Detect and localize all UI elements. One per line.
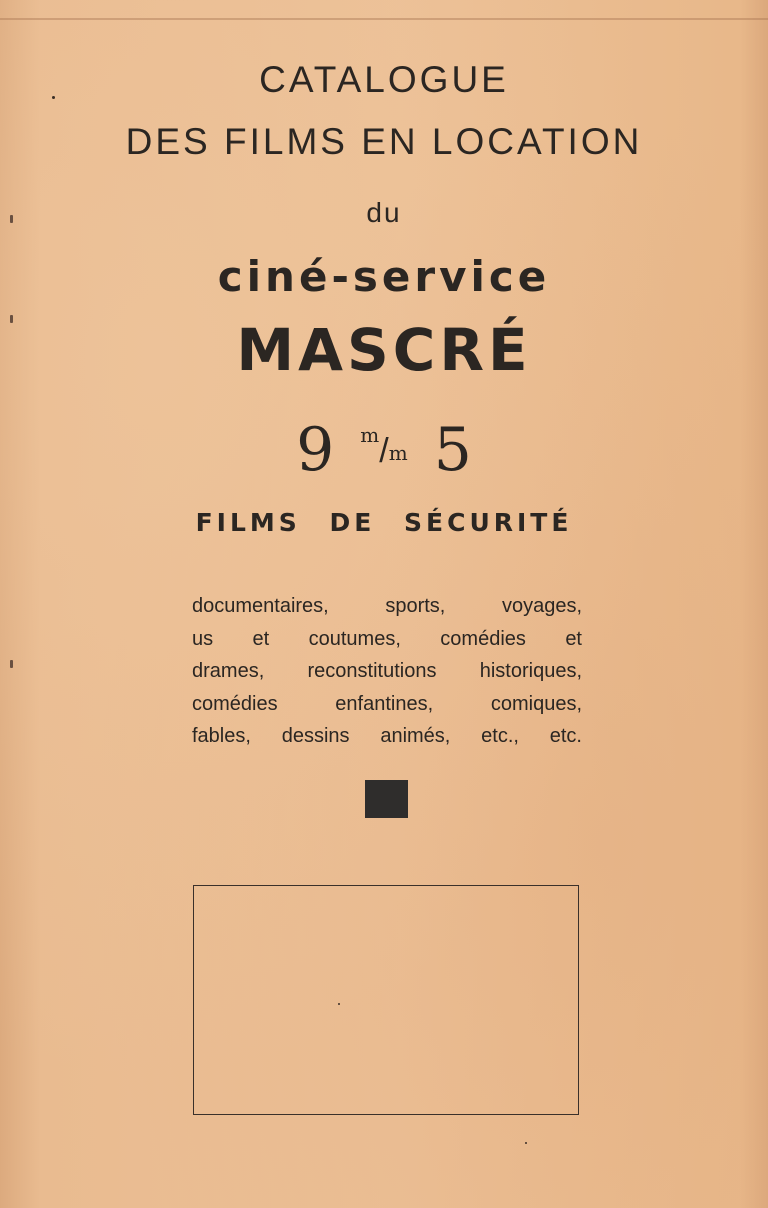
genre-line: comédies enfantines, comiques, (192, 692, 582, 715)
title-du: du (366, 197, 402, 228)
title-catalogue: CATALOGUE (259, 59, 509, 100)
genre-line: fables, dessins animés, etc., etc. (192, 725, 582, 747)
gauge-unit (360, 414, 407, 488)
binding-mark (10, 660, 13, 668)
fold-line (0, 18, 768, 20)
film-gauge (0, 415, 768, 500)
gauge-unit-bottom: m (388, 441, 408, 465)
empty-stamp-box (193, 885, 579, 1115)
genre-line: us et coutumes, comédies et (192, 627, 582, 650)
genre-list (192, 590, 582, 753)
gauge-major: 9 (296, 415, 335, 485)
gauge-unit-slash: / (379, 432, 389, 470)
gauge-minor: 5 (433, 415, 472, 485)
gauge-unit-top: m (360, 423, 380, 447)
title-cine-service: ciné-service (217, 252, 551, 301)
genre-line: drames, reconstitutions historiques, (192, 660, 582, 682)
genre-line: documentaires, sports, voyages, (192, 595, 582, 617)
title-films-en-location: DES FILMS EN LOCATION (125, 121, 643, 162)
subtitle-films-de-securite: FILMS DE SÉCURITÉ (195, 508, 573, 537)
brand-mascre: MASCRÉ (236, 316, 532, 384)
decorative-square (365, 780, 408, 818)
paper-speck (525, 1142, 527, 1144)
